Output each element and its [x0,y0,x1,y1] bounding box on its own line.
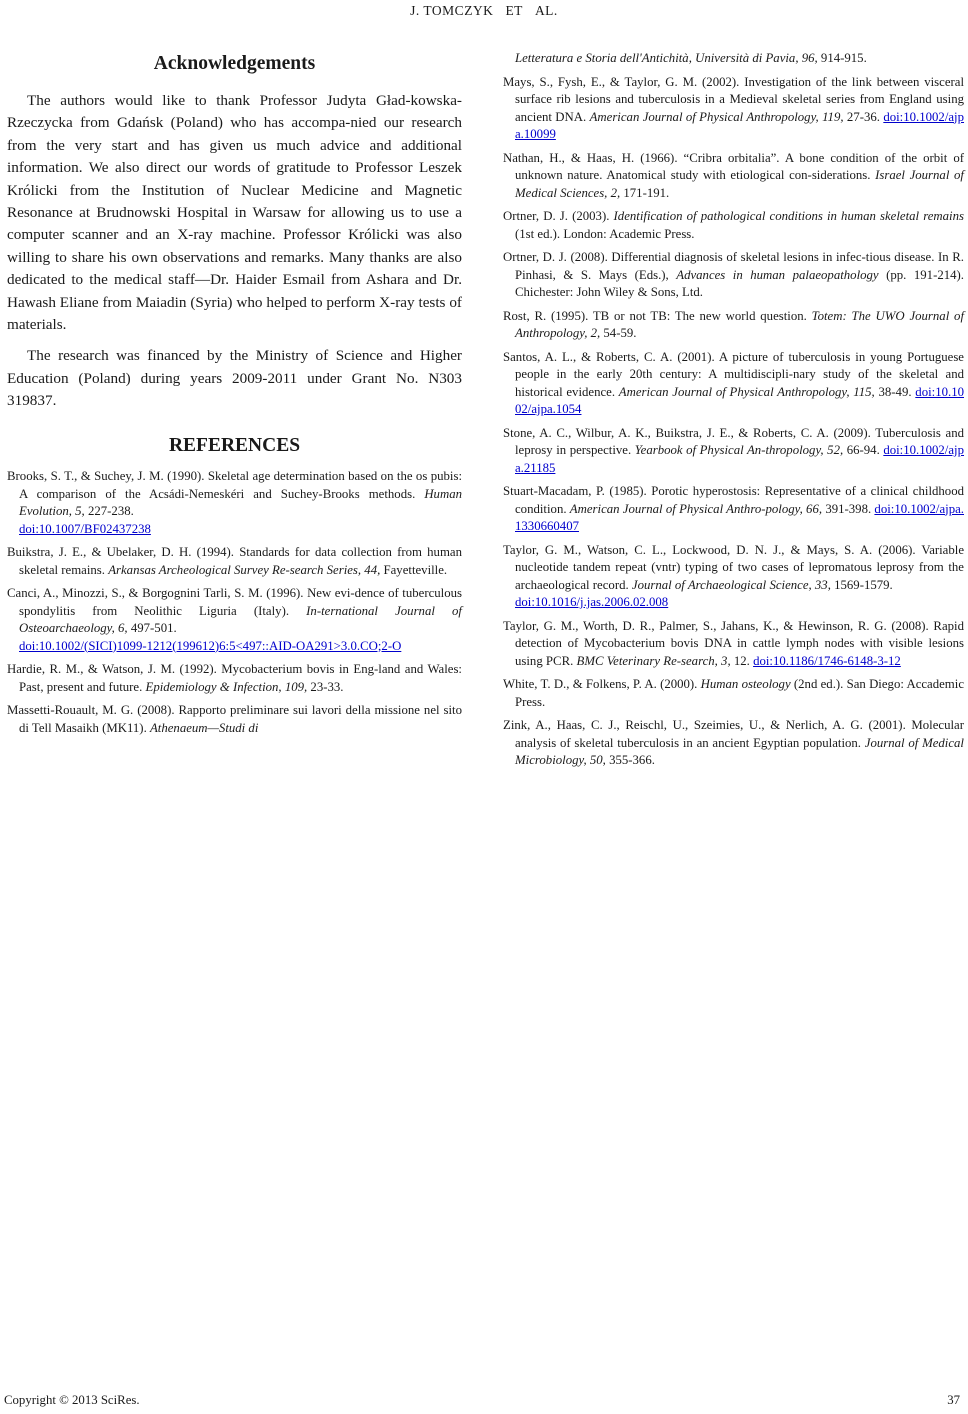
reference-text: White, T. D., & Folkens, P. A. (2000). [503,677,701,691]
reference-text: Taylor, G. M., Worth, D. R., Palmer, S., Jahans, K., & Hewinson, R. G. (2008). Rapid detection of Mycobacterium bovis DNA in cattle lymph nodes with visible lesions using PCR. [503,618,964,668]
reference-journal: Athenaeum—Studi di [149,720,259,735]
reference-entry [7,468,462,538]
reference-details: 497-501. [127,621,177,635]
reference-journal: American Journal of Physical Anthropology, 115, [618,384,875,399]
reference-text: Rost, R. (1995). TB or not TB: The new world question. [503,308,812,323]
reference-journal: In-ternational Journal of Osteoarchaeology, 6, [19,603,462,635]
reference-journal: BMC Veterinary Re-search, 3, [576,653,731,668]
reference-journal: American Journal of Physical Anthro-pology, 66, [569,501,823,516]
doi-link[interactable]: doi:10.1016/j.jas.2006.02.008 [515,595,669,609]
reference-journal: Yearbook of Physical An-thropology, 52, [634,443,844,457]
reference-text: Stone, A. C., Wilbur, A. K., Buikstra, J. E., & Roberts, C. A. (2009). Tuberculosis and leprosy in perspective. [503,425,964,457]
acknowledgements-title: Acknowledgements [153,53,316,74]
reference-text: Brooks, S. T., & Suchey, J. M. (1990). Skeletal age determination based on the os pubis: A comparison of the Acsádi-Nemeskéri and Suchey-Brooks methods. [7,469,462,501]
reference-entry [503,50,964,68]
reference-details: 12. [730,653,754,668]
reference-text: Nathan, H., & Haas, H. (1966). “Cribra orbitalia”. A bone condition of the orbit of unknown nature. Anatomical study with etiological con-siderations. [503,150,964,182]
reference-entry [503,249,964,302]
reference-journal: Totem: The UWO Journal of Anthropology, 2, [515,308,965,340]
reference-entry [503,208,964,243]
reference-details: 27-36. [843,109,884,124]
reference-journal: Human osteology [700,677,791,691]
reference-journal: Human Evolution, 5, [19,486,462,518]
footer-copyright: Copyright © 2013 SciRes. [4,1393,140,1407]
reference-entry [503,425,964,478]
reference-text: Buikstra, J. E., & Ubelaker, D. H. (1994). Standards for data collection from human skeletal remains. [7,545,462,577]
reference-journal: Letteratura e Storia dell'Antichità, Università di Pavia, 96, [515,51,818,65]
reference-details: (pp. 191-214). Chichester: John Wiley & Sons, Ltd. [515,267,964,299]
acknowledgements-body [7,90,462,413]
reference-entry [503,150,964,203]
reference-journal: Journal of Medical Microbiology, 50, [515,735,964,767]
doi-link[interactable]: doi:10.1002/ajpa.1054 [515,384,964,416]
reference-entry [503,676,964,711]
doi-link[interactable]: doi:10.1002/ajpa.21185 [515,443,964,475]
doi-link[interactable]: doi:10.1007/BF02437238 [19,521,151,536]
reference-entry [503,717,964,770]
reference-entry [503,74,964,144]
reference-entry [503,308,964,343]
references-title: REFERENCES [168,435,301,456]
reference-details: 391-398. [822,501,875,516]
doi-link[interactable]: doi:10.1002/ajpa.10099 [515,109,965,141]
reference-text: Canci, A., Minozzi, S., & Borgognini Tarli, S. M. (1996). New evi-dence of tuberculous spondylitis from Neolithic Liguria (Italy). [7,586,462,618]
reference-details: 1569-1579. [830,577,893,592]
reference-entry [7,702,462,737]
reference-entry [7,661,462,696]
reference-details: Fayetteville. [380,562,448,577]
reference-text: Ortner, D. J. (2008). Differential diagnosis of skeletal lesions in infec-tious disease. In R. Pinhasi, & S. Mays (Eds.), [503,250,964,282]
reference-details: (2nd ed.). San Diego: Accademic Press. [515,677,964,709]
doi-link[interactable]: doi:10.1002/ajpa.1330660407 [515,501,964,533]
reference-details: 914-915. [817,51,867,65]
running-head [0,3,968,19]
reference-journal: Advances in human palaeopathology [676,267,879,282]
reference-entry [7,585,462,655]
running-head-authors: J. TOMCZYK [410,3,494,18]
reference-journal: Arkansas Archeological Survey Re-search Series, 44, [108,562,381,577]
reference-details: (1st ed.). London: Academic Press. [515,226,695,241]
reference-details: 66-94. [843,443,884,457]
doi-link[interactable]: doi:10.1002/(SICI)1099-1212(199612)6:5<497::AID-OA291>3.0.CO;2-O [19,638,402,653]
reference-details: 227-238. [84,504,134,518]
reference-journal: Epidemiology & Infection, 109, [145,679,308,694]
reference-text: Mays, S., Fysh, E., & Taylor, G. M. (2002). Investigation of the link between visceral surface rib lesions and tuberculosis in a Medieval skeletal series from England using ancient DNA. [503,74,964,124]
reference-entry [7,544,462,579]
reference-details: 54-59. [600,326,637,340]
running-head-et: ET [505,3,523,18]
reference-details: 38-49. [874,384,916,399]
reference-details: 171-191. [620,185,670,200]
reference-text: Santos, A. L., & Roberts, C. A. (2001). A picture of tuberculosis in young Portuguese people in the early 20th century: A multidiscipli-nary study of the skeletal and historical evidence. [503,349,964,399]
doi-link[interactable]: doi:10.1186/1746-6148-3-12 [753,653,901,668]
reference-entry [503,542,964,612]
reference-text: Ortner, D. J. (2003). [503,209,614,223]
reference-text: Stuart-Macadam, P. (1985). Porotic hyperostosis: Representative of a clinical childhood condition. [503,484,964,516]
running-head-al: AL. [534,3,558,18]
footer-page-number: 37 [947,1393,960,1407]
reference-journal: Israel Journal of Medical Sciences, 2, [515,168,964,200]
reference-text: Zink, A., Haas, C. J., Reischl, U., Szeimies, U., & Nerlich, A. G. (2001). Molecular analysis of skeletal tuberculosis in an ancient Egyptian population. [503,718,964,750]
reference-entry [503,618,964,671]
reference-text: Taylor, G. M., Watson, C. L., Lockwood, D. N. J., & Mays, S. A. (2006). Variable nucleotide tandem repeat (vntr) typing of two cases of lepromatous leprosy from the archaeological record. [503,542,964,592]
acknowledgements-paragraph: The research was financed by the Ministry of Science and Higher Education (Poland) during years 2009-2011 under Grant No. N303 319837. [7,347,462,410]
reference-journal: Identification of pathological conditions in human skeletal remains [613,209,964,223]
reference-text: Hardie, R. M., & Watson, J. M. (1992). Mycobacterium bovis in Eng-land and Wales: Past, present and future. [7,662,462,694]
reference-journal: Journal of Archaeological Science, 33, [631,577,831,592]
reference-journal: American Journal of Physical Anthropology, 119, [589,109,844,124]
reference-text: Massetti-Rouault, M. G. (2008). Rapporto preliminare sui lavori della missione nel sito di Tell Masaikh (MK11). [7,703,462,735]
reference-entry [503,349,964,419]
reference-entry [503,483,964,536]
reference-details: 355-366. [605,753,655,767]
references-list-left [7,468,462,743]
acknowledgements-paragraph: The authors would like to thank Professor Judyta Gład-kowska-Rzeczycka from Gdańsk (Poland) who has accompa-nied our research from the very start and has given us much advice and additional information. We also direct our words of gratitude to Professor Leszek Królicki from the Institution of Nuclear Medicine and Magnetic Resonance at Brudnowski Hospital in Warsaw for allowing us to use a computer scanner and an X-ray machine. Professor Królicki was also willing to share his own observations and remarks. Many thanks are also dedicated to the medical staff—Dr. Haider Esmail from Ashara and Dr. Hawash Eliane from Maiadin (Syria) who helped to perform X-ray tests of materials. [7,92,462,334]
reference-details: 23-33. [307,679,344,694]
references-list-right [503,50,964,776]
